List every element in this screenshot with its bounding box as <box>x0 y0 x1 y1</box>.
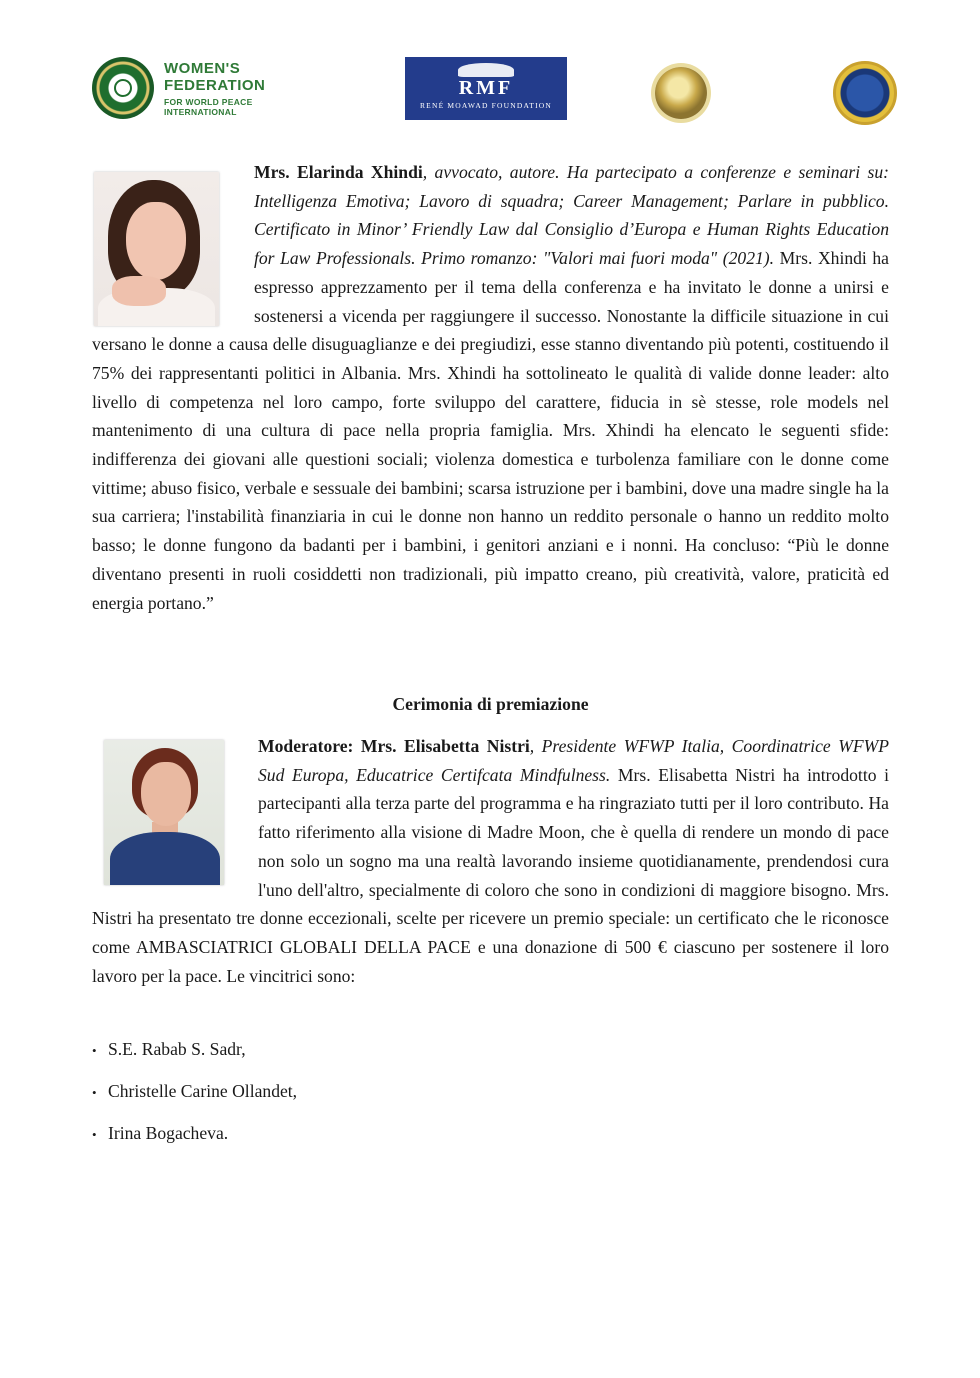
wfwp-logo-line2: FOR WORLD PEACE INTERNATIONAL <box>164 96 253 117</box>
bullet-icon: • <box>92 1043 97 1058</box>
section-title: Cerimonia di premiazione <box>392 694 589 714</box>
winners-list <box>92 1034 297 1160</box>
rmf-logo-main: RMF <box>458 77 514 99</box>
winner-name: Irina Bogacheva. <box>108 1123 229 1143</box>
wfwp-logo-line1: WOMEN'S FEDERATION <box>164 59 266 94</box>
speaker1-role: , avvocato, autore. Ha partecipato a conferenze e seminari su: Intelligenza Emotiva; Lavoro di squadra; Career Management; Parlare in pubblico. Certificato in Minor’ Friendly Law dal Consiglio d’Europa e Human Rights Education for Law Professionals. Primo romanzo: "Valori mai fuori moda" (2021). <box>254 162 889 269</box>
wfwp-logo <box>92 60 327 116</box>
list-item <box>92 1034 297 1076</box>
winner-name: S.E. Rabab S. Sadr, <box>108 1039 246 1059</box>
speaker2-body: Mrs. Elisabetta Nistri ha introdotto i partecipanti alla terza parte del programma e ha ringraziato tutti per il loro contributo. Ha fatto riferimento alla visione di Madre Moon, che è quella di rendere un mondo di pace non solo un sogno ma una realtà lavorando insieme quotidianamente, prendendosi cura l'uno dell'altro, specialmente di coloro che sono in condizioni di maggiore bisogno. Mrs. Nistri ha presentato tre donne eccezionali, scelte per ricevere un premio speciale: un certificato che le riconosce come AMBASCIATRICI GLOBALI DELLA PACE e una donazione di 500 € ciascuno per sostenere il loro lavoro per la pace. Le vincitrici sono: <box>92 764 889 986</box>
speaker2-role: , Presidente WFWP Italia, Coordinatrice WFWP Sud Europa, Educatrice Certifcata Mindfulness. <box>258 736 889 785</box>
list-item <box>92 1076 297 1118</box>
bullet-icon: • <box>92 1085 97 1100</box>
blue-gold-seal-icon <box>825 55 905 131</box>
wfwp-logo-text <box>164 60 327 117</box>
list-item <box>92 1118 297 1160</box>
rmf-logo <box>405 57 567 120</box>
cedar-tree-icon <box>458 63 514 77</box>
globe-emblem-icon <box>92 57 154 119</box>
logo-bar <box>92 52 908 134</box>
winner-name: Christelle Carine Ollandet, <box>108 1081 298 1101</box>
speaker1-paragraph <box>92 158 889 617</box>
speaker2-name: Moderatore: Mrs. Elisabetta Nistri <box>258 736 530 756</box>
gold-laurel-seal-icon <box>642 57 720 129</box>
speaker1-body: Mrs. Xhindi ha espresso apprezzamento per il tema della conferenza e ha invitato le donne a unirsi e sostenersi a vicenda per raggiungere il successo. Nonostante la difficile situazione in cui versano le donne a causa delle disuguaglianze e dei pregiudizi, esse stanno diventando più potenti, costituendo il 75% dei rappresentanti politici in Albania. Mrs. Xhindi ha sottolineato le qualità di valide donne leader: alto livello di competenza nel loro campo, forte sviluppo del carattere, fiducia in sè stesse, role models nel mantenimento di una cultura di pace nella propria famiglia. Mrs. Xhindi ha elencato le seguenti sfide: indifferenza dei giovani alle questioni sociali; violenza domestica e turbolenza familiare con le donne come vittime; abuso fisico, verbale e sessuale dei bambini; scarsa istruzione per i bambini, dove una madre single ha la sua carriera; l'instabilità finanziaria in cui le donne non hanno un reddito personale o hanno un reddito molto basso; le donne fungono da badanti per i bambini, i genitori anziani e i nonni. Ha concluso: “Più le donne diventano presenti in ruoli cosiddetti non tradizionali, più impatto creano, più creatività, valore, praticità ed energia portano.” <box>92 248 889 613</box>
bullet-icon: • <box>92 1127 97 1142</box>
rmf-logo-sub: RENÉ MOAWAD FOUNDATION <box>419 101 553 110</box>
speaker2-paragraph <box>92 732 889 990</box>
speaker1-name: Mrs. Elarinda Xhindi <box>254 162 423 182</box>
